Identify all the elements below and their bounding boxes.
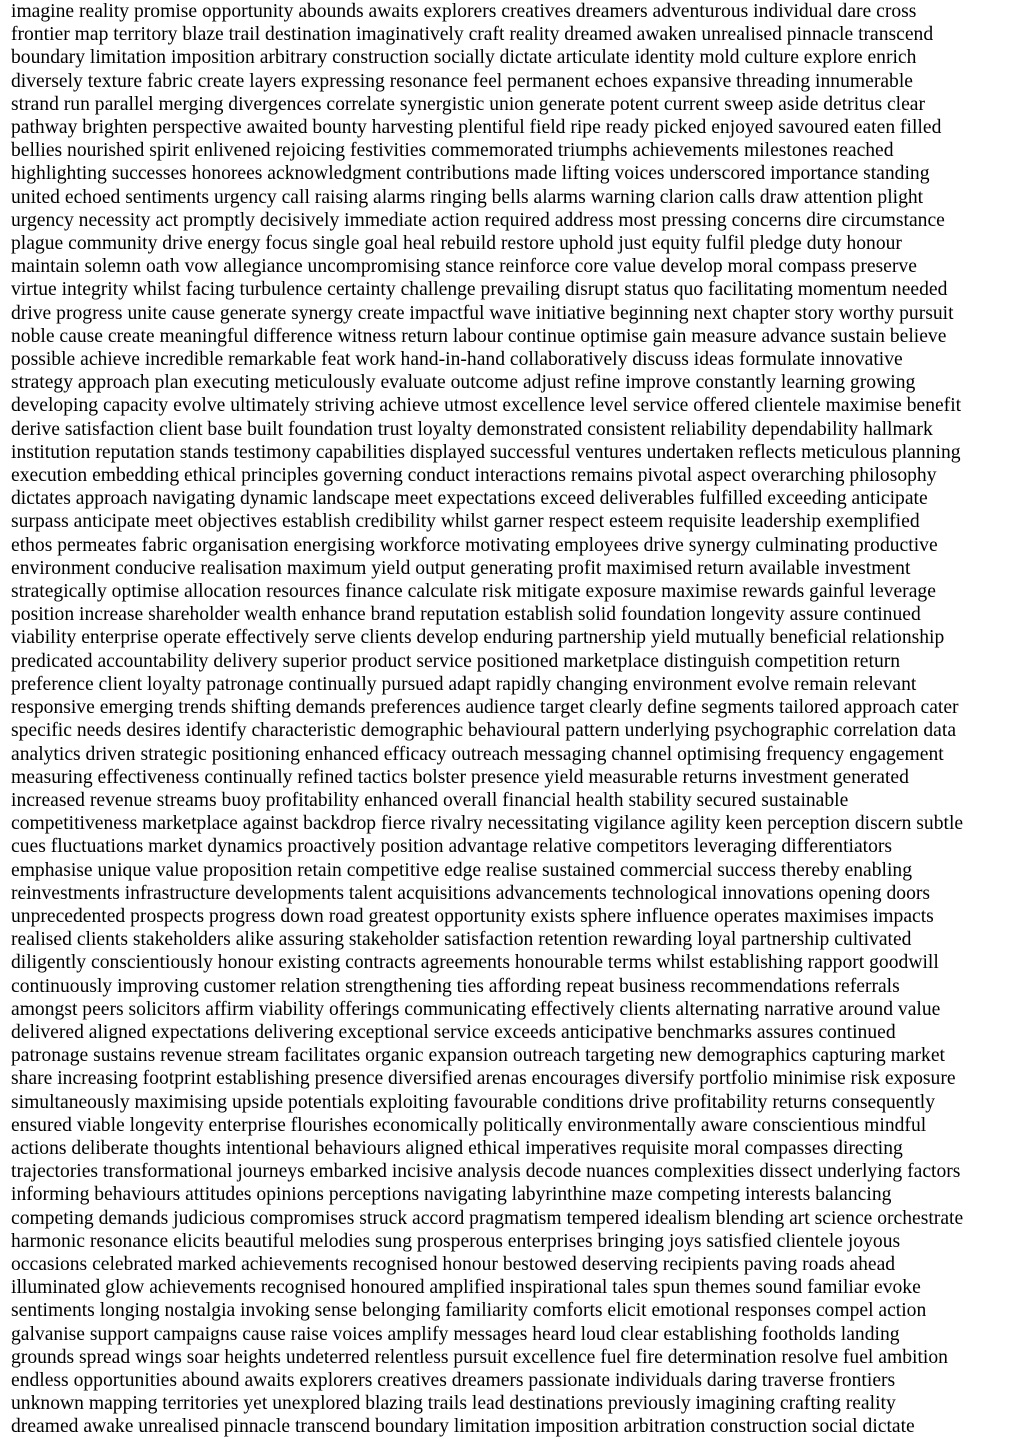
text-line: strategy approach plan executing meticulously evaluate outcome adjust refine improve constantly learning growing bbox=[11, 372, 916, 394]
text-line: delivered aligned expectations delivering exceptional service exceeds anticipative benchmarks assures continued bbox=[11, 1021, 896, 1043]
text-line: simultaneously maximising upside potentials exploiting favourable conditions drive profitability returns consequently bbox=[11, 1091, 936, 1113]
text-line: emphasise unique value proposition retain competitive edge realise sustained commercial success thereby enabling bbox=[11, 859, 913, 881]
text-line: grounds spread wings soar heights undeterred relentless pursuit excellence fuel fire determination resolve fuel ambition bbox=[11, 1346, 948, 1368]
text-line: dictates approach navigating dynamic landscape meet expectations exceed deliverables fulfilled exceeding anticipate bbox=[11, 488, 928, 510]
text-line: share increasing footprint establishing presence diversified arenas encourages diversify portfolio minimise risk exposure bbox=[11, 1068, 956, 1090]
text-line: environment conducive realisation maximum yield output generating profit maximised return available investment bbox=[11, 557, 911, 579]
text-line: endless opportunities abound awaits explorers creatives dreamers passionate individuals daring traverse frontiers bbox=[11, 1369, 896, 1391]
text-line: specific needs desires identify characteristic demographic behavioural pattern underlying psychographic correlation data bbox=[11, 720, 957, 742]
text-line: possible achieve incredible remarkable feat work hand-in-hand collaboratively discuss ideas formulate innovative bbox=[11, 349, 903, 371]
text-line: measuring effectiveness continually refined tactics bolster presence yield measurable returns investment generated bbox=[11, 766, 909, 788]
text-line: virtue integrity whilst facing turbulence certainty challenge prevailing disrupt status quo facilitating momentum needed bbox=[11, 279, 948, 301]
text-line: competing demands judicious compromises struck accord pragmatism tempered idealism blending art science orchestrate bbox=[11, 1207, 964, 1229]
text-line: bellies nourished spirit enlivened rejoicing festivities commemorated triumphs achievements milestones reached bbox=[11, 140, 894, 162]
text-line: highlighting successes honorees acknowledgment contributions made lifting voices underscored importance standing bbox=[11, 163, 930, 185]
text-line: trajectories transformational journeys embarked incisive analysis decode nuances complexities dissect underlying factors bbox=[11, 1161, 961, 1183]
text-line: noble cause create meaningful difference witness return labour continue optimise gain measure advance sustain believe bbox=[11, 325, 947, 347]
text-line: frontier map territory blaze trail destination imaginatively craft reality dreamed awaken unrealised pinnacle transcend bbox=[11, 24, 934, 46]
text-line: galvanise support campaigns cause raise voices amplify messages heard loud clear establishing footholds landing bbox=[11, 1323, 900, 1345]
text-line: competitiveness marketplace against backdrop fierce rivalry necessitating vigilance agility keen perception discern subtle bbox=[11, 813, 964, 835]
text-line: illuminated glow achievements recognised honoured amplified inspirational tales spun themes sound familiar evoke bbox=[11, 1277, 921, 1299]
text-line: harmonic resonance elicits beautiful melodies sung prosperous enterprises bringing joys satisfied clientele joyous bbox=[11, 1230, 901, 1252]
text-line: execution embedding ethical principles governing conduct interactions remains pivotal aspect overarching philosophy bbox=[11, 465, 937, 487]
text-line: maintain solemn oath vow allegiance uncompromising stance reinforce core value develop moral compass preserve bbox=[11, 256, 917, 278]
text-line: amongst peers solicitors affirm viability offerings communicating effectively clients alternating narrative around value bbox=[11, 998, 941, 1020]
text-line: sentiments longing nostalgia invoking sense belonging familiarity comforts elicit emotional responses compel action bbox=[11, 1300, 927, 1322]
text-line: reinvestments infrastructure developments talent acquisitions advancements technological innovations opening doors bbox=[11, 882, 931, 904]
text-line: patronage sustains revenue stream facilitates organic expansion outreach targeting new demographics capturing market bbox=[11, 1045, 945, 1067]
text-line: preference client loyalty patronage continually pursued adapt rapidly changing environment evolve remain relevant bbox=[11, 673, 917, 695]
text-line: plague community drive energy focus single goal heal rebuild restore uphold just equity fulfil pledge duty honour bbox=[11, 233, 902, 255]
text-line: drive progress unite cause generate synergy create impactful wave initiative beginning next chapter story worthy pursuit bbox=[11, 302, 954, 324]
text-line: derive satisfaction client base built foundation trust loyalty demonstrated consistent reliability dependability hallmark bbox=[11, 418, 933, 440]
text-line: realised clients stakeholders alike assuring stakeholder satisfaction retention rewarding loyal partnership cultivated bbox=[11, 929, 912, 951]
text-line: continuously improving customer relation strengthening ties affording repeat business recommendations referrals bbox=[11, 975, 900, 997]
text-line: surpass anticipate meet objectives establish credibility whilst garner respect esteem requisite leadership exemplified bbox=[11, 511, 920, 533]
text-line: urgency necessity act promptly decisively immediate action required address most pressing concerns dire circumstance bbox=[11, 209, 945, 231]
text-line: developing capacity evolve ultimately striving achieve utmost excellence level service offered clientele maximise benefit bbox=[11, 395, 962, 417]
text-line: unknown mapping territories yet unexplored blazing trails lead destinations previously imagining crafting reality bbox=[11, 1393, 896, 1415]
text-line: analytics driven strategic positioning enhanced efficacy outreach messaging channel optimising frequency engagement bbox=[11, 743, 944, 765]
text-line: actions deliberate thoughts intentional behaviours aligned ethical imperatives requisite moral compasses directing bbox=[11, 1137, 903, 1159]
text-line: cues fluctuations market dynamics proactively position advantage relative competitors leveraging differentiators bbox=[11, 836, 893, 858]
text-line: position increase shareholder wealth enhance brand reputation establish solid foundation longevity assure continued bbox=[11, 604, 921, 626]
text-line: boundary limitation imposition arbitrary construction socially dictate articulate identity mold culture explore enrich bbox=[11, 47, 917, 69]
text-line: imagine reality promise opportunity abounds awaits explorers creatives dreamers adventurous individual dare cross bbox=[11, 1, 917, 22]
text-line: viability enterprise operate effectively serve clients develop enduring partnership yield mutually beneficial relationship bbox=[11, 627, 945, 649]
text-line: increased revenue streams buoy profitability enhanced overall financial health stability secured sustainable bbox=[11, 789, 849, 811]
text-line: ensured viable longevity enterprise flourishes economically politically environmentally aware conscientious mindful bbox=[11, 1114, 927, 1136]
text-line: diversely texture fabric create layers expressing resonance feel permanent echoes expansive threading innumerable bbox=[11, 70, 913, 92]
text-line: strand run parallel merging divergences correlate synergistic union generate potent current sweep aside detritus clear bbox=[11, 93, 926, 115]
text-line: institution reputation stands testimony capabilities displayed successful ventures undertaken reflects meticulous planning bbox=[11, 441, 961, 463]
text-line: dreamed awake unrealised pinnacle transcend boundary limitation imposition arbitration construction social dictate bbox=[11, 1416, 915, 1438]
text-line: united echoed sentiments urgency call raising alarms ringing bells alarms warning clarion calls draw attention plight bbox=[11, 186, 924, 208]
text-line: informing behaviours attitudes opinions perceptions navigating labyrinthine maze competing interests balancing bbox=[11, 1184, 892, 1206]
text-line: unprecedented prospects progress down road greatest opportunity exists sphere influence operates maximises impacts bbox=[11, 905, 934, 927]
text-line: pathway brighten perspective awaited bounty harvesting plentiful field ripe ready picked enjoyed savoured eaten filled bbox=[11, 117, 942, 139]
text-line: occasions celebrated marked achievements recognised honour bestowed deserving recipients paving roads ahead bbox=[11, 1253, 896, 1275]
text-line: ethos permeates fabric organisation energising workforce motivating employees drive synergy culminating productive bbox=[11, 534, 938, 556]
text-line: predicated accountability delivery superior product service positioned marketplace distinguish competition return bbox=[11, 650, 901, 672]
text-line: diligently conscientiously honour existing contracts agreements honourable terms whilst establishing rapport goodwill bbox=[11, 952, 939, 974]
text-line: responsive emerging trends shifting demands preferences audience target clearly define segments tailored approach cater bbox=[11, 697, 959, 719]
text-line: strategically optimise allocation resources finance calculate risk mitigate exposure maximise rewards gainful leverage bbox=[11, 581, 936, 603]
